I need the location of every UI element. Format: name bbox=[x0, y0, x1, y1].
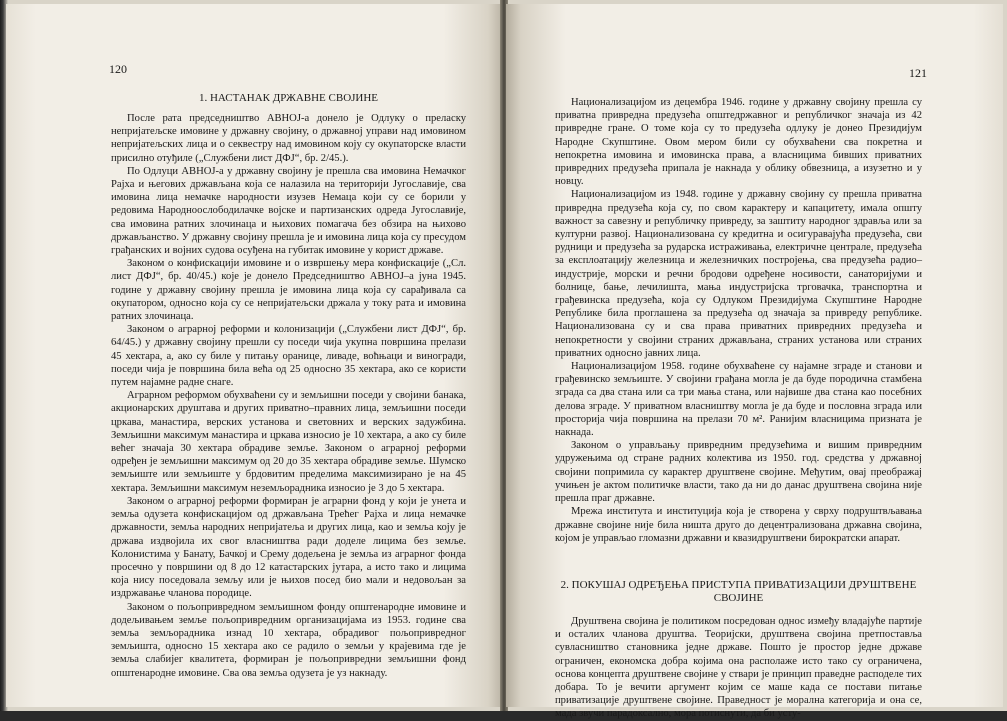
section-heading: 1. НАСТАНАК ДРЖАВНЕ СВОЈИНЕ bbox=[198, 92, 379, 104]
paragraph: Законом о конфискацији имовине и о извршењу мера конфискације („Сл. лист ДФЈ“, бр. 40/45.) које је донело Председништво АВНОЈ–а јуна 1945. године у државну својину прешла је имовина лица која су сарађивала са окупатором, односно која су се непријатељски држала у току рата и имовина ратних злочинаца. bbox=[111, 258, 466, 323]
paragraph: По Одлуци АВНОЈ-а у државну својину је прешла сва имовина Немачког Рајха и његових држављана која се налазила на територији Југославије, сва имовина лица немачке народности изузев Немаца који су се борили у редовима Народноослободилачке војске и партизанских одреда Југославије, сва имовина ратних злочинаца и њихових помагача без обзира на њихово држављанство. У државну својину прешла је и имовина лица која су пресудом грађанских и војних судова осуђена на губитак имовине у корист државе. bbox=[111, 165, 466, 257]
left-page-text bbox=[111, 92, 466, 680]
paragraph: Друштвена својина је политиком посредован однос између владајуће партије и осталих чланова друштва. Теоријски, друштвена својина претпоставља сувласништво становника једне државе. Пошто је простор једне државе ограничен, економска добра којима она располаже исто тако су ограничена, основа концепта друштвене својине у ствари је принцип праведне расподеле тих добара. То је вечити аргумент којим се маше када се постави питање приватизације друштвене својине. Праведност је морална категорија и она се, мада звучи парадоксално, мора потиснути, да би усту- bbox=[555, 615, 922, 720]
page-number: 121 bbox=[909, 66, 927, 80]
section-heading: 2. ПОКУШАЈ ОДРЕЂЕЊА ПРИСТУПА ПРИВАТИЗАЦИЈИ ДРУШТВЕНЕ СВОЈИНЕ bbox=[560, 578, 917, 604]
paragraph: Законом о аграрној реформи формиран је аграрни фонд у који је унета и земља одузета конфискацијом од држављана Трећег Рајха и лица немачке државности, земља народних непријатеља и других лица, као и земља коју је држава издвојила их свог власништва ради доделе лицима без земље. Колонистима у Банату, Бачкој и Срему додељена је земља из аграрног фонда просечно у површини од 8 до 12 катастарских јутара, а исто тако и лицима која нису поседовала земљу или је њихов посед био мали и недовољан за издржавање чланова породице. bbox=[111, 495, 466, 600]
paragraph: Законом о пољопривредном земљишном фонду општенародне имовине и додељивањем земље пољопривредним организацијама из 1953. године сва земља земљорадника изнад 10 хектара, обрадивог пољопривредног земљишта, односно 15 хектара ако се радило о земљи у крајевима где је земља слабијег квалитета, формиран је пољопривредни земљишни фонд општенародне имовине. Сва ова земља одузета је уз накнаду. bbox=[111, 601, 466, 679]
paragraph: Национализацијом из 1948. године у државну својину су прешла приватна привредна предузећа која су, по свом карактеру и капацитету, имала општу важност за савезну и републичку привреду, за заштиту народног здравља или за културни развој. Национализована су кредитна и осигуравајућа предузећа, сви рудници и предузећа за рударска истраживања, електричне централе, предузећа за експлоатацију железница и железничких постројења, сва предузећа радио–индустрије, морски и речни бродови одређене носивости, санаторијуми и болнице, бање, лечилишта, мања индустријска трговачка, транспортна и грађевинска предузећа, која су Одлуком Президијума Скупштине Народне Републике била проглашена за предузећа од значаја за привреду републике. Национализована су и сва права приватних привредних предузећа и непокретности у својини страних држављана, страних установа или страних приватних односно јавних лица. bbox=[555, 189, 922, 359]
paragraph: Мрежа института и институција која је створена у сврху подруштвљавања државне својине није била ништа друго до децентрализована државна својина, којом је управљао гломазни државни и квазидруштвени бирократски апарат. bbox=[555, 506, 922, 544]
section-spacer bbox=[555, 545, 922, 565]
paragraph: Аграрном реформом обухваћени су и земљишни поседи у својини банака, акционарских друштава и других приватно–правних лица, земљишни поседи цркава, манастира, верских установа и световних и верских задужбина. Земљишни максимум манастира и цркава износио је 10 хектара, а ако су биле већег значаја 30 хектара обрадиве земље. Законом о аграрној реформи одређен је земљишни максимум од 20 до 35 хектара обрадиве земље. Шумско земљиште или земљиште у брдовитим пределима максимизирано је на 45 хектара. Земљишни максимум неземљорадника износио је 3 до 5 хектара. bbox=[111, 390, 466, 494]
paragraph: Национализацијом из децембра 1946. године у државну својину прешла су приватна привредна предузећа општедржавног и републичког значаја из 42 привредне гране. О томе која су то предузећа одлуку је донео Президијум Народне Скупштине. Овом мером били су обухваћени сва покретна и непокретна имовина и имовинска права, а власницима бивших приватних привредних предузећа припала је накнада у облику обвезница, а изузетно и у новцу. bbox=[555, 97, 922, 188]
paragraph: Законом о управљању привредним предузећима и вишим привредним удружењима од стране радних колектива из 1950. год. средства у државној својини попримила су карактер друштвене својине. Међутим, овај преображај учињен је актом политичке власти, тако да ни до данас друштвена својина није прешла праг државне. bbox=[555, 440, 922, 505]
right-page-text bbox=[555, 96, 922, 721]
right-page bbox=[506, 4, 1003, 720]
page-number: 120 bbox=[109, 62, 127, 76]
paragraph: Законом о аграрној реформи и колонизацији („Службени лист ДФЈ“, бр. 64/45.) у државну својину прешли су поседи чија укупна површина прелази 45 хектара, а, ако су биле у питању оранице, ливаде, воћњаци и виногради, поседи чија је површина била већа од 25 односно 35 хектара, ако се користи путем најамне радне снаге. bbox=[111, 324, 466, 389]
paragraph: Национализацијом 1958. године обухваћене су најамне зграде и станови и грађевинско земљиште. У својини грађана могла је да буде породична стамбена зграда са два стана или са три мања стана, или највише два стана као посебних делова зграде. У приватном власништву могла је да буде и пословна зграда или просторија чија површина на прелази 70 м². Ранијим власницима призната је накнада. bbox=[555, 361, 922, 439]
paragraph: После рата председништво АВНОЈ-а донело је Одлуку о преласку непријатељске имовине у државну својину, о државној управи над имовином непријатељских лица и о секвестру над имовином коју су окупаторске власти присилно отуђиле („Службени лист ДФЈ“, бр. 2/45.). bbox=[111, 113, 466, 164]
left-page bbox=[6, 4, 503, 707]
